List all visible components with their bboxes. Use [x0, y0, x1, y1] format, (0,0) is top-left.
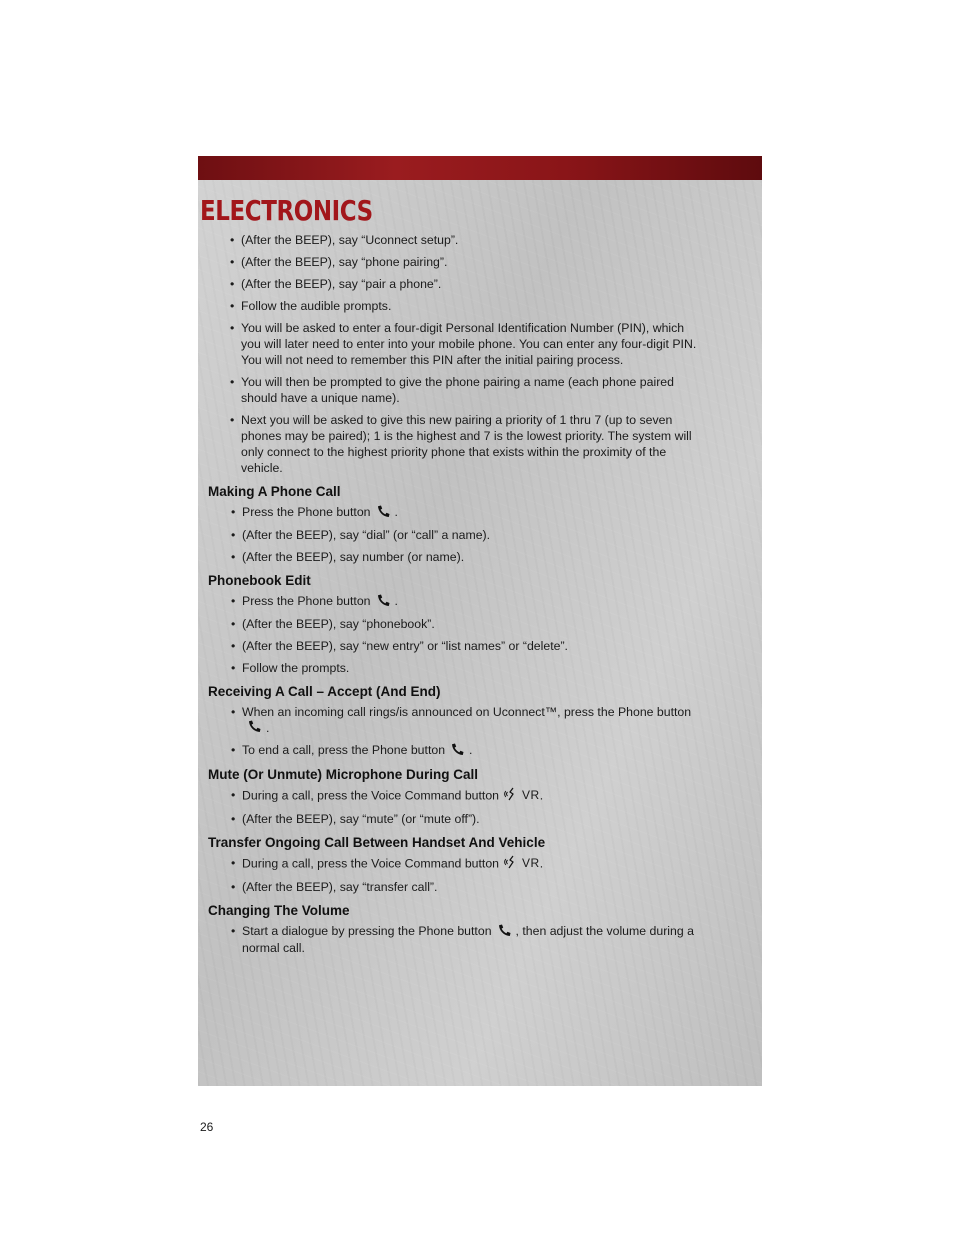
item-text: To end a call, press the Phone button [242, 743, 446, 758]
list-item: • Follow the prompts. [198, 660, 762, 676]
item-text: Press the Phone button [242, 505, 371, 519]
list-item [198, 704, 762, 737]
item-end: , then adjust the volume during a normal call. [242, 924, 694, 955]
making-call-list [198, 504, 762, 565]
phone-icon [450, 743, 466, 759]
item-end: . [394, 505, 398, 519]
page-number: 26 [200, 1120, 214, 1134]
manual-page [198, 156, 762, 1086]
item-text: When an incoming call rings/is announced on Uconnect™, press the Phone button [242, 704, 692, 719]
list-item: • (After the BEEP), say “pair a phone”. [198, 276, 762, 292]
phonebook-list [198, 593, 762, 676]
list-item [198, 855, 762, 873]
voice-command-icon [504, 855, 518, 873]
heading-transfer: Transfer Ongoing Call Between Handset And Vehicle [208, 835, 546, 850]
list-item: • You will be asked to enter a four-digit Personal Identification Number (PIN), which you will later need to enter into your mobile phone. You can enter any four-digit PIN. You will not need to remember this PIN after the initial pairing process. [198, 320, 762, 368]
list-item: • (After the BEEP), say “mute” (or “mute off”). [198, 811, 762, 827]
list-item [198, 787, 762, 805]
heading-mute: Mute (Or Unmute) Microphone During Call [208, 767, 478, 782]
header-band [198, 156, 762, 180]
intro-list [198, 232, 762, 476]
page-content [198, 232, 762, 962]
heading-phonebook: Phonebook Edit [208, 572, 311, 588]
list-item: • Follow the audible prompts. [198, 298, 762, 314]
list-item: • (After the BEEP), say “Uconnect setup”. [198, 232, 762, 248]
item-text: During a call, press the Voice Command button [242, 788, 500, 803]
item-end: . [539, 788, 544, 803]
list-item [198, 923, 762, 956]
list-item: • Next you will be asked to give this new pairing a priority of 1 thru 7 (up to seven phones may be paired); 1 is the highest and 7 is the lowest priority. The system will only connect to the highest priority phone that exists within the proximity of the vehicle. [198, 412, 762, 476]
phone-icon [497, 924, 513, 940]
item-text: Press the Phone button [242, 593, 371, 608]
heading-volume: Changing The Volume [208, 903, 350, 918]
voice-command-icon [504, 787, 518, 805]
receiving-list [198, 704, 762, 760]
item-end: . [266, 720, 270, 735]
vr-label: VR [522, 788, 540, 803]
volume-list [198, 923, 762, 956]
list-item: • (After the BEEP), say “phone pairing”. [198, 254, 762, 270]
list-item: • (After the BEEP), say “new entry” or “list names” or “delete”. [198, 638, 762, 654]
list-item [198, 742, 762, 759]
list-item: • (After the BEEP), say “dial” (or “call” a name). [198, 527, 762, 543]
item-end: . [539, 856, 544, 871]
mute-list [198, 787, 762, 827]
list-item: • (After the BEEP), say “phonebook”. [198, 616, 762, 632]
list-item: • (After the BEEP), say “transfer call”. [198, 879, 762, 895]
item-text: During a call, press the Voice Command button [242, 856, 500, 871]
list-item: • (After the BEEP), say number (or name). [198, 549, 762, 565]
heading-receiving: Receiving A Call – Accept (And End) [208, 683, 441, 699]
item-text: Start a dialogue by pressing the Phone button [242, 924, 492, 938]
list-item [198, 504, 762, 521]
item-end: . [394, 593, 398, 608]
heading-making-call: Making A Phone Call [208, 484, 341, 499]
phone-icon [376, 594, 392, 610]
section-title: ELECTRONICS [200, 194, 373, 227]
item-end: . [469, 743, 473, 758]
vr-label: VR [522, 856, 540, 871]
phone-icon [376, 505, 392, 521]
list-item: • You will then be prompted to give the phone pairing a name (each phone paired should have a unique name). [198, 374, 762, 406]
phone-icon [247, 720, 263, 736]
transfer-list [198, 855, 762, 895]
list-item [198, 593, 762, 610]
